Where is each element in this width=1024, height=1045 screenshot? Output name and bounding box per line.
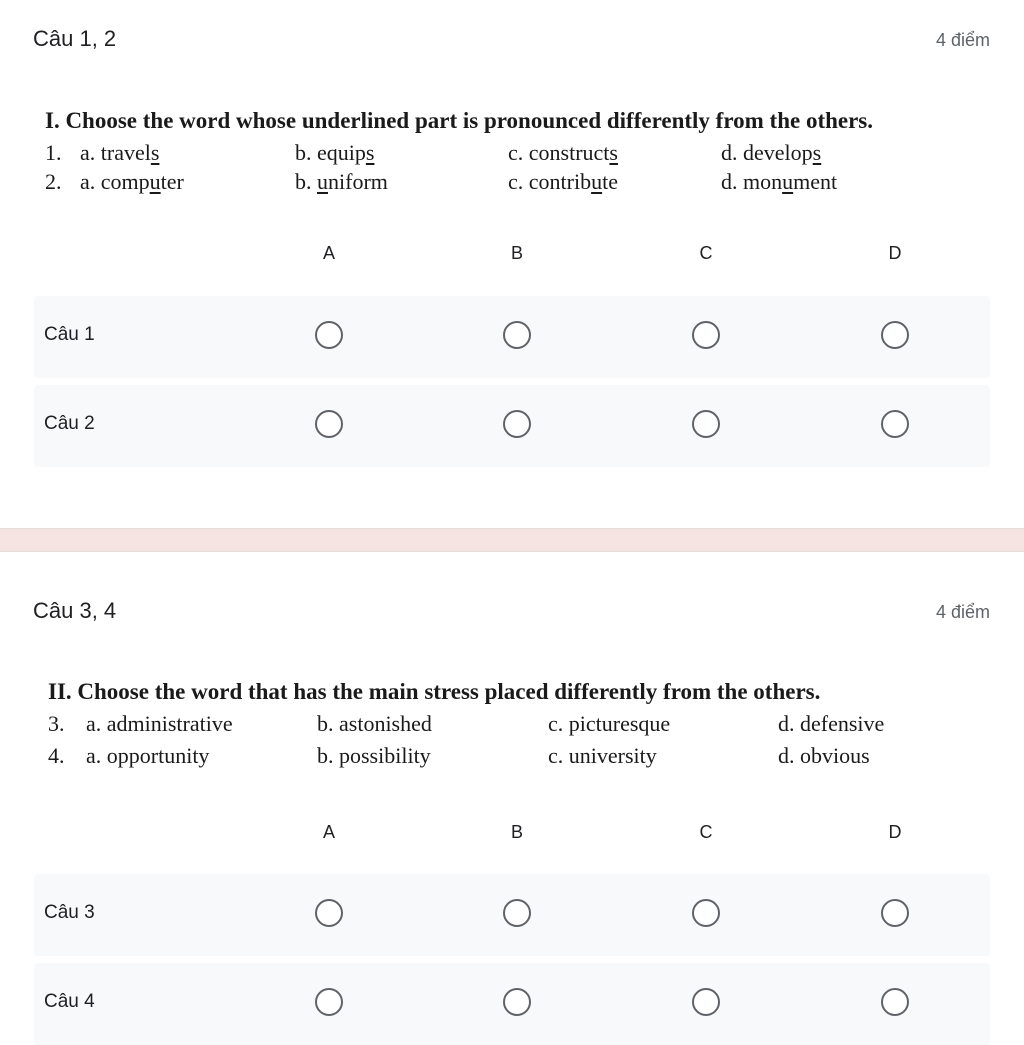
option-b: b. equips — [295, 140, 375, 165]
question-card-2 — [0, 551, 1024, 1035]
column-header-b: B — [510, 822, 523, 842]
column-header-d: D — [888, 822, 902, 842]
option-c: c. university — [548, 743, 657, 768]
question-title: Câu 1, 2 — [33, 26, 117, 51]
item-number: 3. — [48, 711, 65, 736]
radio-cau-3-c[interactable] — [692, 899, 720, 927]
question-heading: II. Choose the word that has the main stress placed differently from the others. — [48, 679, 821, 704]
option-d: d. defensive — [778, 711, 885, 736]
option-a: a. opportunity — [86, 743, 210, 768]
option-a: a. computer — [80, 169, 184, 194]
column-header-a: A — [322, 822, 335, 842]
column-header-a: A — [322, 243, 335, 263]
option-b: b. uniform — [295, 169, 388, 194]
option-b: b. possibility — [317, 743, 431, 768]
question-heading: I. Choose the word whose underlined part is pronounced differently from the others. — [45, 108, 874, 133]
item-line — [45, 140, 1024, 170]
option-c: c. constructs — [508, 140, 618, 165]
column-header-c: C — [699, 822, 713, 842]
grid-row-cau-2 — [34, 385, 990, 467]
option-a: a. travels — [80, 140, 160, 165]
radio-cau-4-b[interactable] — [503, 988, 531, 1016]
row-label: Câu 1 — [44, 324, 95, 345]
radio-cau-4-c[interactable] — [692, 988, 720, 1016]
question-points: 4 điểm — [935, 602, 990, 622]
row-label: Câu 2 — [44, 413, 95, 434]
option-d: d. develops — [721, 140, 822, 165]
grid-row-cau-3 — [34, 874, 990, 956]
option-c: c. contribute — [508, 169, 618, 194]
option-b: b. astonished — [317, 711, 432, 736]
grid-row-cau-1 — [34, 296, 990, 378]
item-line — [45, 169, 1024, 199]
radio-cau-3-a[interactable] — [315, 899, 343, 927]
item-line — [48, 743, 1024, 773]
radio-cau-4-a[interactable] — [315, 988, 343, 1016]
radio-cau-2-a[interactable] — [315, 410, 343, 438]
item-number: 2. — [45, 169, 62, 194]
option-c: c. picturesque — [548, 711, 671, 736]
radio-cau-4-d[interactable] — [881, 988, 909, 1016]
radio-cau-1-d[interactable] — [881, 321, 909, 349]
radio-cau-3-d[interactable] — [881, 899, 909, 927]
radio-cau-3-b[interactable] — [503, 899, 531, 927]
radio-cau-1-a[interactable] — [315, 321, 343, 349]
item-number: 4. — [48, 743, 65, 768]
question-title: Câu 3, 4 — [33, 598, 117, 623]
question-points: 4 điểm — [935, 30, 990, 50]
item-number: 1. — [45, 140, 62, 165]
column-header-c: C — [699, 243, 713, 263]
grid-row-cau-4 — [34, 963, 990, 1045]
row-label: Câu 3 — [44, 902, 95, 923]
radio-cau-2-d[interactable] — [881, 410, 909, 438]
item-line — [48, 711, 1024, 741]
option-d: d. obvious — [778, 743, 870, 768]
radio-cau-1-c[interactable] — [692, 321, 720, 349]
row-label: Câu 4 — [44, 991, 95, 1012]
radio-cau-2-b[interactable] — [503, 410, 531, 438]
card-separator — [0, 529, 1024, 551]
option-a: a. administrative — [86, 711, 233, 736]
option-d: d. monument — [721, 169, 838, 194]
radio-cau-1-b[interactable] — [503, 321, 531, 349]
radio-cau-2-c[interactable] — [692, 410, 720, 438]
column-header-d: D — [888, 243, 902, 263]
column-header-b: B — [510, 243, 523, 263]
